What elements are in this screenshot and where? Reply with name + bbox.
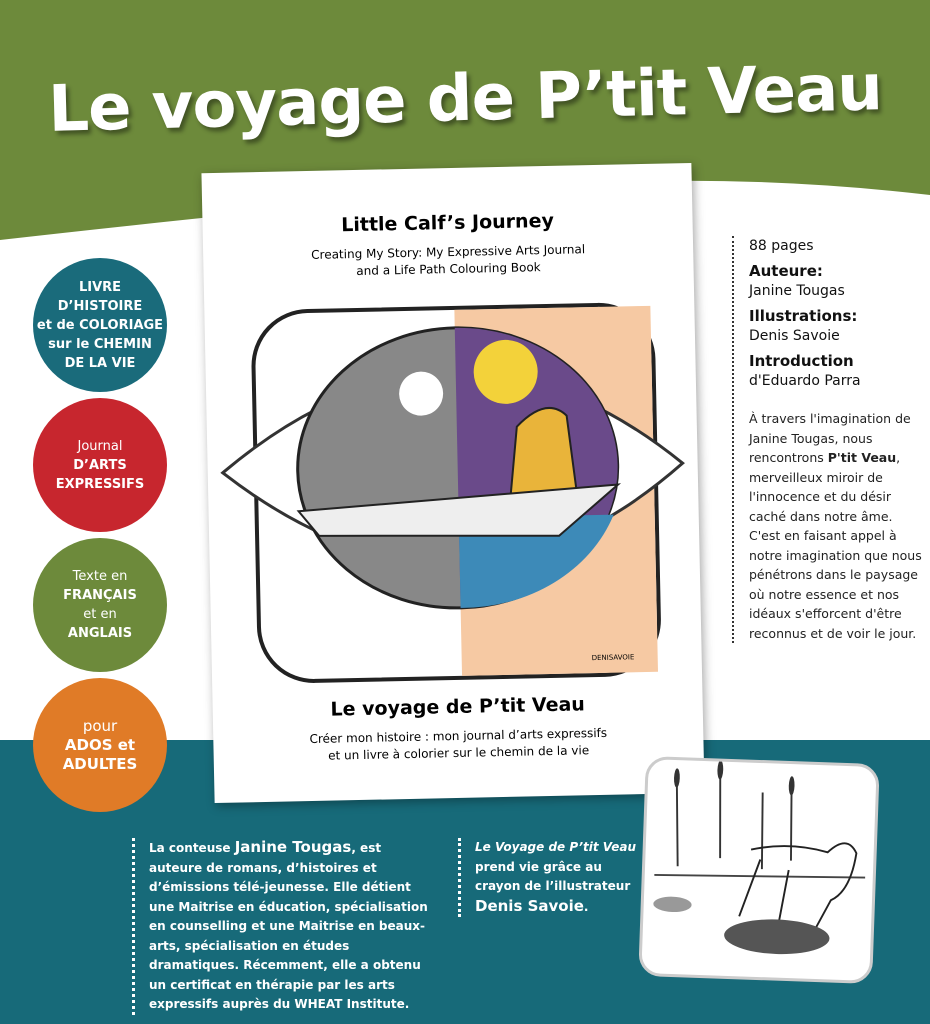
- illustrator-name: Denis Savoie: [749, 328, 840, 344]
- cover-title-en: Little Calf’s Journey: [341, 209, 555, 237]
- badge-line: LIVRE: [78, 279, 122, 295]
- cover-illustration: [214, 293, 692, 693]
- cover-subtitle-fr: Créer mon histoire : mon journal d’arts expressifs et un livre à colorier sur le chemin de la vie: [309, 725, 608, 763]
- page-title: Le voyage de P’tit Veau: [47, 51, 883, 147]
- badge-line: pour: [82, 716, 118, 735]
- author-bio: La conteuse Janine Tougas, est auteure de romans, d’histoires et d’émissions télé-jeunesse. Elle détient une Maitrise en éducation, spécialisation en counselling et une Maitrise en beaux-arts, spécialisation en études dramatiques. Récemment, elle a obtenu un certificat en thérapie par les arts expressifs auprès du WHEAT Institute.: [132, 838, 432, 1015]
- badge-4: [33, 678, 167, 812]
- badge-line: ANGLAIS: [67, 626, 133, 641]
- cover-title-fr: Le voyage de P’tit Veau: [330, 693, 586, 721]
- book-cover: [201, 163, 704, 803]
- author-name: Janine Tougas: [749, 283, 845, 299]
- intro-label: Introduction: [749, 352, 854, 370]
- description: À travers l'imagination de Janine Tougas, nous rencontrons P'tit Veau, merveilleux miroir de l'innocence et du désir caché dans notre âme. C'est en faisant appel à notre imagination que nous pénétrons dans le paysage où notre essence et nos idéaux s'efforcent d'être reconnus et de voir le jour.: [749, 411, 922, 641]
- author-label: Auteure:: [749, 262, 823, 280]
- badge-line: et en: [83, 607, 117, 622]
- illustrator-bio: Le Voyage de P’tit Veau prend vie grâce au crayon de l’illustrateur Denis Savoie.: [458, 838, 638, 917]
- book-info: [732, 236, 922, 643]
- badge-2: [33, 398, 167, 532]
- badge-line: Texte en: [72, 569, 128, 584]
- page-count: 88 pages: [749, 238, 814, 254]
- badge-3: [33, 538, 167, 672]
- badge-line: ADOS et: [64, 735, 136, 754]
- badge-1: [33, 258, 167, 392]
- badge-line: DE LA VIE: [64, 355, 136, 371]
- badge-line: ADULTES: [62, 754, 138, 773]
- badge-line: Journal: [77, 438, 123, 454]
- badge-line: EXPRESSIFS: [55, 476, 145, 492]
- badge-line: D’ARTS: [73, 457, 127, 473]
- badge-line: sur le CHEMIN: [48, 336, 152, 352]
- cover-subtitle-en: Creating My Story: My Expressive Arts Journal and a Life Path Colouring Book: [311, 242, 586, 278]
- calf-drawing: [638, 756, 880, 984]
- badge-line: D’HISTOIRE: [57, 298, 143, 314]
- intro-author: d'Eduardo Parra: [749, 373, 861, 389]
- cover-signature: DENISAVOIE: [591, 653, 635, 663]
- illustrations-label: Illustrations:: [749, 307, 858, 325]
- badge-line: et de COLORIAGE: [36, 317, 164, 333]
- badge-line: FRANÇAIS: [63, 588, 137, 603]
